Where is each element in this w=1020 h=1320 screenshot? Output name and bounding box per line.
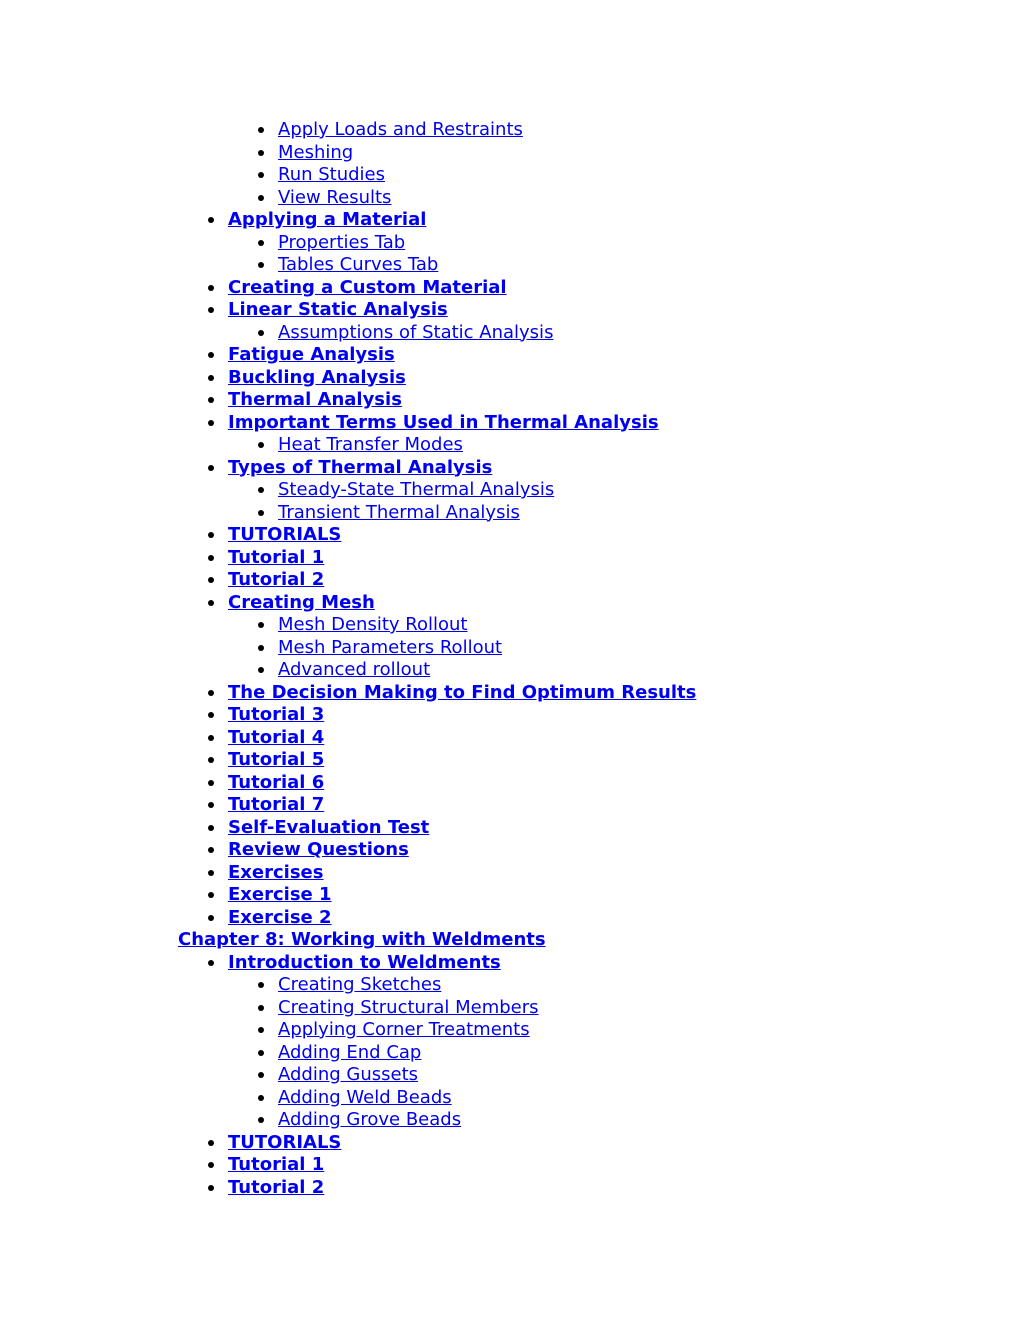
bullet-icon	[258, 1005, 264, 1011]
toc-list-item	[178, 119, 978, 142]
toc-link[interactable]: Adding Grove Beads	[278, 1109, 462, 1130]
toc-list-item	[178, 1019, 978, 1042]
bullet-icon	[258, 982, 264, 988]
toc-link[interactable]: Creating Sketches	[278, 974, 442, 995]
toc-list-item	[178, 907, 978, 930]
bullet-icon	[258, 442, 264, 448]
bullet-icon	[258, 150, 264, 156]
toc-link[interactable]: Exercises	[228, 861, 324, 883]
toc-list-item	[178, 794, 978, 817]
toc-list-item	[178, 1087, 978, 1110]
bullet-icon	[258, 262, 264, 268]
toc-link[interactable]: View Results	[278, 186, 392, 208]
toc-link[interactable]: Steady-State Thermal Analysis	[278, 479, 555, 500]
toc-link[interactable]: Important Terms Used in Thermal Analysis	[228, 411, 659, 433]
bullet-icon	[258, 330, 264, 336]
toc-list-item	[178, 524, 978, 547]
toc-link[interactable]: Run Studies	[278, 164, 386, 185]
bullet-icon	[258, 1072, 264, 1078]
toc-list-item	[178, 862, 978, 885]
toc-link[interactable]: Assumptions of Static Analysis	[278, 321, 554, 343]
toc-link[interactable]: Linear Static Analysis	[228, 299, 448, 320]
toc-link[interactable]: Review Questions	[228, 839, 409, 860]
toc-list-item	[178, 1042, 978, 1065]
bullet-icon	[208, 577, 214, 583]
toc-list-item	[178, 614, 978, 637]
toc-list-item	[178, 592, 978, 615]
bullet-icon	[208, 757, 214, 763]
toc-link[interactable]: Properties Tab	[278, 231, 406, 253]
toc-list-item	[178, 457, 978, 480]
bullet-icon	[208, 375, 214, 381]
toc-link[interactable]: Meshing	[278, 141, 354, 163]
bullet-icon	[258, 1027, 264, 1033]
toc-list-item	[178, 1109, 978, 1132]
toc-list-item	[178, 952, 978, 975]
bullet-icon	[208, 847, 214, 853]
toc-link[interactable]: Creating Mesh	[228, 591, 375, 613]
toc-link[interactable]: Self-Evaluation Test	[228, 816, 430, 838]
bullet-icon	[208, 915, 214, 921]
bullet-icon	[208, 780, 214, 786]
toc-list-item	[178, 187, 978, 210]
bullet-icon	[208, 217, 214, 223]
toc-link[interactable]: Creating Structural Members	[278, 996, 539, 1018]
table-of-contents	[178, 119, 978, 1199]
toc-link[interactable]: TUTORIALS	[228, 524, 342, 545]
toc-link[interactable]: Exercise 2	[228, 906, 332, 928]
toc-link[interactable]: Fatigue Analysis	[228, 344, 395, 365]
bullet-icon	[208, 420, 214, 426]
toc-link[interactable]: Tutorial 7	[228, 794, 325, 815]
toc-link[interactable]: Tutorial 5	[228, 749, 325, 770]
bullet-icon	[258, 667, 264, 673]
toc-link[interactable]: The Decision Making to Find Optimum Results	[228, 681, 697, 703]
toc-list-item	[178, 659, 978, 682]
toc-chapter-link[interactable]: Chapter 8: Working with Weldments	[178, 929, 546, 950]
toc-link[interactable]: Apply Loads and Restraints	[278, 119, 523, 140]
toc-list-item	[178, 1154, 978, 1177]
toc-link[interactable]: Tables Curves Tab	[278, 254, 439, 275]
toc-link[interactable]: TUTORIALS	[228, 1131, 342, 1153]
bullet-icon	[208, 712, 214, 718]
toc-list-item	[178, 142, 978, 165]
bullet-icon	[258, 487, 264, 493]
toc-link[interactable]: Tutorial 2	[228, 1176, 325, 1198]
toc-link[interactable]: Adding Gussets	[278, 1064, 419, 1085]
bullet-icon	[208, 465, 214, 471]
toc-list-item	[178, 569, 978, 592]
toc-link[interactable]: Thermal Analysis	[228, 389, 402, 410]
toc-list-item	[178, 277, 978, 300]
toc-link[interactable]: Tutorial 2	[228, 569, 325, 590]
toc-chapter-item	[178, 929, 978, 952]
bullet-icon	[208, 352, 214, 358]
toc-link[interactable]: Adding Weld Beads	[278, 1086, 452, 1108]
toc-link[interactable]: Mesh Parameters Rollout	[278, 636, 503, 658]
toc-list-item	[178, 1132, 978, 1155]
bullet-icon	[208, 555, 214, 561]
bullet-icon	[208, 397, 214, 403]
toc-list-item	[178, 254, 978, 277]
toc-link[interactable]: Applying Corner Treatments	[278, 1019, 530, 1040]
bullet-icon	[208, 802, 214, 808]
toc-list-item	[178, 997, 978, 1020]
toc-list-item	[178, 232, 978, 255]
toc-link[interactable]: Buckling Analysis	[228, 366, 406, 388]
toc-list-item	[178, 344, 978, 367]
toc-list-item	[178, 749, 978, 772]
bullet-icon	[208, 825, 214, 831]
bullet-icon	[208, 1162, 214, 1168]
bullet-icon	[258, 172, 264, 178]
toc-link[interactable]: Mesh Density Rollout	[278, 614, 468, 635]
bullet-icon	[208, 285, 214, 291]
toc-list-item	[178, 772, 978, 795]
toc-list-item	[178, 367, 978, 390]
toc-list-item	[178, 299, 978, 322]
bullet-icon	[208, 690, 214, 696]
toc-link[interactable]: Introduction to Weldments	[228, 951, 501, 973]
toc-list-item	[178, 884, 978, 907]
toc-link[interactable]: Tutorial 1	[228, 1154, 325, 1175]
toc-link[interactable]: Adding End Cap	[278, 1041, 422, 1063]
toc-list-item	[178, 1064, 978, 1087]
toc-link[interactable]: Advanced rollout	[278, 659, 431, 680]
toc-link[interactable]: Exercise 1	[228, 884, 332, 905]
bullet-icon	[208, 600, 214, 606]
bullet-icon	[258, 127, 264, 133]
toc-list-item	[178, 479, 978, 502]
bullet-icon	[208, 307, 214, 313]
toc-list-item	[178, 704, 978, 727]
bullet-icon	[258, 622, 264, 628]
toc-list-item	[178, 682, 978, 705]
bullet-icon	[258, 510, 264, 516]
toc-list-item	[178, 502, 978, 525]
bullet-icon	[258, 195, 264, 201]
toc-list-item	[178, 1177, 978, 1200]
bullet-icon	[208, 960, 214, 966]
toc-list-item	[178, 322, 978, 345]
toc-list-item	[178, 412, 978, 435]
toc-list-item	[178, 434, 978, 457]
bullet-icon	[208, 892, 214, 898]
toc-link[interactable]: Tutorial 3	[228, 704, 325, 725]
toc-link[interactable]: Heat Transfer Modes	[278, 434, 463, 455]
bullet-icon	[258, 1050, 264, 1056]
bullet-icon	[208, 1140, 214, 1146]
bullet-icon	[208, 532, 214, 538]
toc-list-item	[178, 637, 978, 660]
toc-link[interactable]: Transient Thermal Analysis	[278, 501, 520, 523]
toc-list-item	[178, 209, 978, 232]
toc-link[interactable]: Tutorial 6	[228, 771, 325, 793]
toc-list-item	[178, 727, 978, 750]
toc-list-item	[178, 817, 978, 840]
bullet-icon	[208, 870, 214, 876]
toc-link[interactable]: Applying a Material	[228, 209, 427, 230]
bullet-icon	[208, 735, 214, 741]
toc-list-item	[178, 164, 978, 187]
bullet-icon	[258, 1117, 264, 1123]
toc-link[interactable]: Types of Thermal Analysis	[228, 456, 493, 478]
bullet-icon	[258, 645, 264, 651]
toc-list-item	[178, 547, 978, 570]
toc-link[interactable]: Tutorial 1	[228, 546, 325, 568]
toc-list-item	[178, 839, 978, 862]
bullet-icon	[208, 1185, 214, 1191]
toc-link[interactable]: Creating a Custom Material	[228, 276, 507, 298]
toc-list-item	[178, 389, 978, 412]
toc-list-item	[178, 974, 978, 997]
toc-link[interactable]: Tutorial 4	[228, 726, 325, 748]
bullet-icon	[258, 240, 264, 246]
bullet-icon	[258, 1095, 264, 1101]
